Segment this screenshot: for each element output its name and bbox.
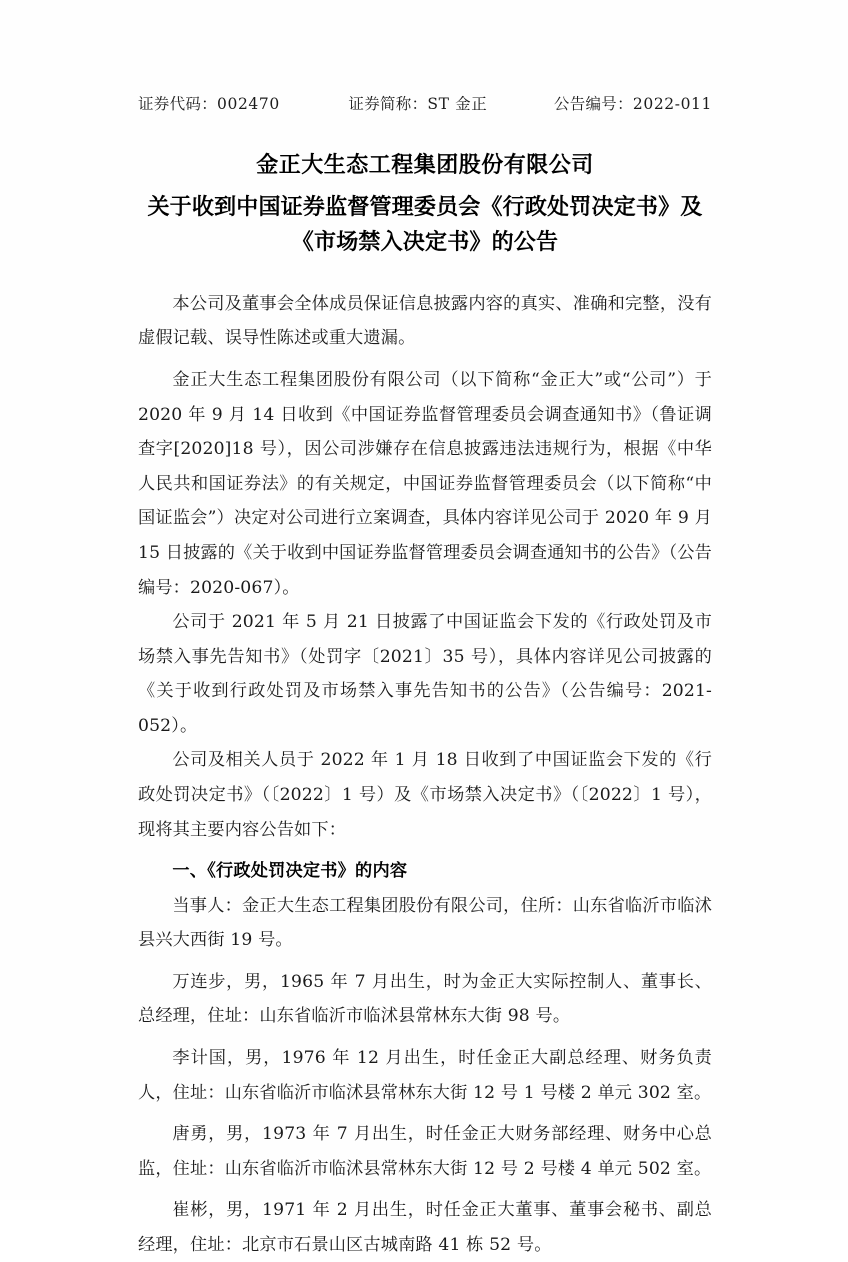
security-code-value: 002470: [217, 95, 280, 113]
security-name-value: ST 金正: [427, 95, 488, 113]
body-paragraph-2: 公司于 2021 年 5 月 21 日披露了中国证监会下发的《行政处罚及市场禁入事先告知书》（处罚字〔2021〕35 号），具体内容详见公司披露的《关于收到行政处罚及市场禁入事先告知书的公告》（公告编号：2021-052）。: [138, 612, 712, 736]
security-name-label: 证券简称：: [348, 95, 428, 113]
section-one-person-1: 万连步，男，1965 年 7 月出生，时为金正大实际控制人、董事长、总经理，住址：山东省临沂市临沭县常林东大街 98 号。: [138, 971, 712, 1027]
document-header: [138, 92, 712, 114]
company-name-title: 金正大生态工程集团股份有限公司: [256, 152, 594, 178]
announcement-number-value: 2022-011: [632, 95, 712, 113]
announcement-subject-title: 关于收到中国证券监督管理委员会《行政处罚决定书》及《市场禁入决定书》的公告: [147, 193, 703, 256]
section-one-person-4: 崔彬，男，1971 年 2 月出生，时任金正大董事、董事会秘书、副总经理，住址：北京市石景山区古城南路 41 栋 52 号。: [138, 1200, 712, 1255]
security-code-field: [138, 92, 280, 114]
section-one-entity-party: 当事人：金正大生态工程集团股份有限公司，住所：山东省临沂市临沭县兴大西街 19 号。: [138, 895, 712, 951]
document-body: [138, 287, 712, 1262]
security-code-label: 证券代码：: [138, 95, 218, 113]
section-one-person-2: 李计国，男，1976 年 12 月出生，时任金正大副总经理、财务负责人，住址：山东省临沂市临沭县常林东大街 12 号 1 号楼 2 单元 302 室。: [138, 1048, 712, 1103]
disclaimer-paragraph: 本公司及董事会全体成员保证信息披露内容的真实、准确和完整，没有虚假记载、误导性陈述或重大遗漏。: [138, 293, 712, 349]
announcement-number-field: [554, 92, 712, 114]
title-block: [138, 148, 712, 261]
security-name-field: [348, 92, 487, 114]
announcement-number-label: 公告编号：: [553, 95, 633, 113]
section-one-heading: 一、《行政处罚决定书》的内容: [172, 861, 408, 882]
document-content: [138, 92, 712, 1262]
body-paragraph-1: 金正大生态工程集团股份有限公司（以下简称“金正大”或“公司”）于 2020 年 9 月 14 日收到《中国证券监督管理委员会调查通知书》（鲁证调查字[2020]18 号），因公司涉嫌存在信息披露违法违规行为，根据《中华人民共和国证券法》的有关规定，中国证券监督管理委员会（以下简称“中国证监会”）决定对公司进行立案调查，具体内容详见公司于 2020 年 9 月 15 日披露的《关于收到中国证券监督管理委员会调查通知书的公告》（公告编号：2020-067）。: [138, 370, 712, 598]
section-one-person-3: 唐勇，男，1973 年 7 月出生，时任金正大财务部经理、财务中心总监，住址：山东省临沂市临沭县常林东大街 12 号 2 号楼 4 单元 502 室。: [138, 1124, 712, 1179]
body-paragraph-3: 公司及相关人员于 2022 年 1 月 18 日收到了中国证监会下发的《行政处罚决定书》（〔2022〕1 号）及《市场禁入决定书》（〔2022〕1 号），现将其主要内容公告如下：: [138, 750, 712, 840]
